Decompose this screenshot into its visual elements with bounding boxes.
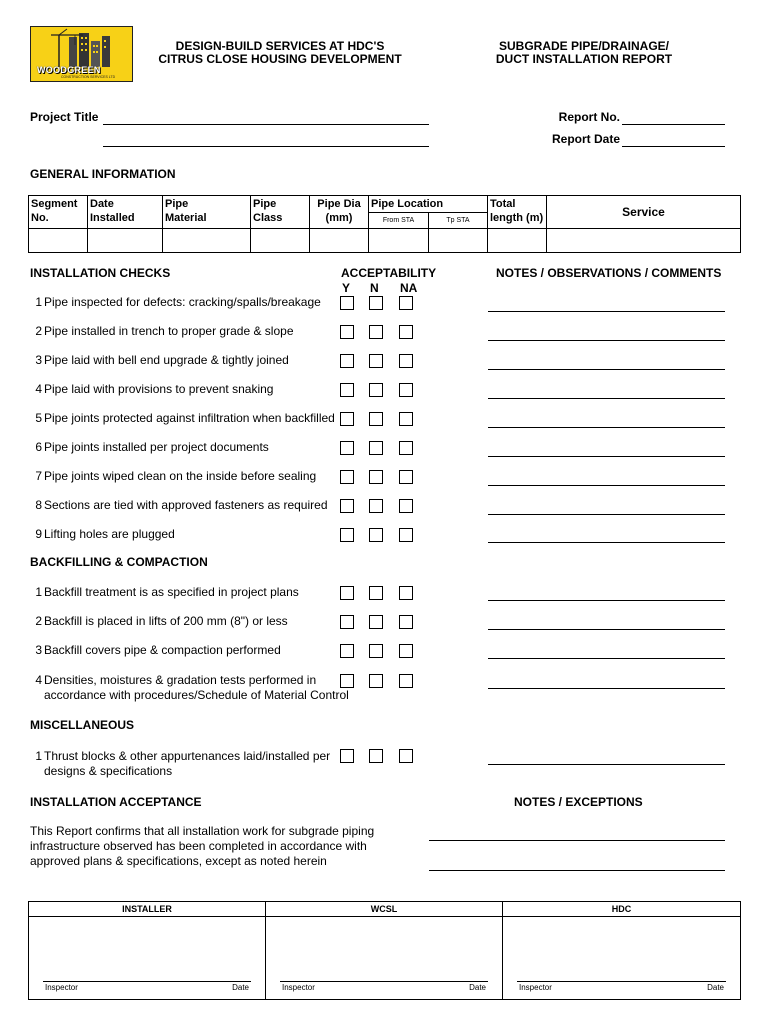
- col-location-header: Pipe Location: [369, 196, 488, 213]
- check-4-n-checkbox[interactable]: [369, 383, 383, 397]
- notes-observations-heading: NOTES / OBSERVATIONS / COMMENTS: [496, 266, 722, 280]
- check-9-notes-line[interactable]: [488, 542, 725, 543]
- check-4-na-checkbox[interactable]: [399, 383, 413, 397]
- check-6-na-checkbox[interactable]: [399, 441, 413, 455]
- check-6-y-checkbox[interactable]: [340, 441, 354, 455]
- col-material-header: Pipe Material: [163, 196, 251, 229]
- misc-1-y-checkbox[interactable]: [340, 749, 354, 763]
- check-2-y-checkbox[interactable]: [340, 325, 354, 339]
- hdc-signature-line[interactable]: [517, 981, 726, 982]
- installation-acceptance-heading: INSTALLATION ACCEPTANCE: [30, 795, 202, 809]
- misc-1-n-checkbox[interactable]: [369, 749, 383, 763]
- acceptability-heading: ACCEPTABILITY: [341, 266, 437, 280]
- backfill-1-na-checkbox[interactable]: [399, 586, 413, 600]
- check-1-y-checkbox[interactable]: [340, 296, 354, 310]
- check-5-notes-line[interactable]: [488, 427, 725, 428]
- miscellaneous-heading: MISCELLANEOUS: [30, 718, 135, 732]
- to-sta-cell[interactable]: [429, 229, 488, 253]
- col-segment-header: Segment No.: [29, 196, 88, 229]
- check-9-na-checkbox[interactable]: [399, 528, 413, 542]
- col-service-header: Service: [547, 196, 741, 229]
- col-to-sta-header: Tp STA: [429, 213, 488, 229]
- project-title-label: Project Title: [30, 110, 99, 124]
- check-5-n-checkbox[interactable]: [369, 412, 383, 426]
- project-title-line2[interactable]: [103, 146, 429, 147]
- backfill-2-notes-line[interactable]: [488, 629, 725, 630]
- check-4-y-checkbox[interactable]: [340, 383, 354, 397]
- from-sta-cell[interactable]: [369, 229, 429, 253]
- exceptions-line-1[interactable]: [429, 840, 725, 841]
- check-1-notes-line[interactable]: [488, 311, 725, 312]
- check-8-n-checkbox[interactable]: [369, 499, 383, 513]
- date-cell[interactable]: [88, 229, 163, 253]
- report-no-label: Report No.: [558, 110, 620, 124]
- service-cell[interactable]: [547, 229, 741, 253]
- check-1-na-checkbox[interactable]: [399, 296, 413, 310]
- acceptability-n-label: N: [370, 281, 379, 295]
- backfill-3-n-checkbox[interactable]: [369, 644, 383, 658]
- installer-date-label: Date: [232, 983, 249, 992]
- backfill-3-y-checkbox[interactable]: [340, 644, 354, 658]
- logo-wordmark: WOODGREEN: [37, 65, 101, 75]
- wcsl-date-label: Date: [469, 983, 486, 992]
- notes-exceptions-heading: NOTES / EXCEPTIONS: [514, 795, 643, 809]
- general-information-heading: GENERAL INFORMATION: [30, 167, 176, 181]
- wcsl-header: WCSL: [266, 902, 503, 917]
- col-from-sta-header: From STA: [369, 213, 429, 229]
- installer-signature-line[interactable]: [43, 981, 251, 982]
- misc-1-notes-line[interactable]: [488, 764, 725, 765]
- wcsl-inspector-label: Inspector: [282, 983, 315, 992]
- check-9-n-checkbox[interactable]: [369, 528, 383, 542]
- check-8-na-checkbox[interactable]: [399, 499, 413, 513]
- check-2-na-checkbox[interactable]: [399, 325, 413, 339]
- check-6-notes-line[interactable]: [488, 456, 725, 457]
- report-date-label: Report Date: [551, 132, 620, 146]
- hdc-header: HDC: [503, 902, 741, 917]
- check-7-y-checkbox[interactable]: [340, 470, 354, 484]
- project-header: [150, 40, 410, 66]
- acceptability-y-label: Y: [342, 281, 351, 295]
- check-3-na-checkbox[interactable]: [399, 354, 413, 368]
- class-cell[interactable]: [251, 229, 310, 253]
- report-header: [470, 40, 698, 66]
- report-date-line[interactable]: [622, 146, 725, 147]
- check-6-n-checkbox[interactable]: [369, 441, 383, 455]
- check-3-notes-line[interactable]: [488, 369, 725, 370]
- exceptions-line-2[interactable]: [429, 870, 725, 871]
- project-header-line2: CITRUS CLOSE HOUSING DEVELOPMENT: [158, 52, 402, 66]
- signature-table: [28, 901, 741, 1000]
- check-7-n-checkbox[interactable]: [369, 470, 383, 484]
- project-title-line1[interactable]: [103, 124, 429, 125]
- backfill-4-y-checkbox[interactable]: [340, 674, 354, 688]
- backfill-4-na-checkbox[interactable]: [399, 674, 413, 688]
- hdc-inspector-label: Inspector: [519, 983, 552, 992]
- backfill-2-n-checkbox[interactable]: [369, 615, 383, 629]
- wcsl-signature-area[interactable]: [266, 917, 502, 999]
- check-8-notes-line[interactable]: [488, 514, 725, 515]
- backfill-1-y-checkbox[interactable]: [340, 586, 354, 600]
- material-cell[interactable]: [163, 229, 251, 253]
- backfill-1-notes-line[interactable]: [488, 600, 725, 601]
- backfill-4-notes-line[interactable]: [488, 688, 725, 689]
- misc-1-na-checkbox[interactable]: [399, 749, 413, 763]
- report-header-line2: DUCT INSTALLATION REPORT: [495, 52, 673, 66]
- general-information-table: [28, 195, 741, 253]
- installer-signature-area[interactable]: [29, 917, 265, 999]
- report-header-line1: SUBGRADE PIPE/DRAINAGE/: [498, 39, 670, 53]
- check-4-notes-line[interactable]: [488, 398, 725, 399]
- installer-header: INSTALLER: [29, 902, 266, 917]
- backfill-2-na-checkbox[interactable]: [399, 615, 413, 629]
- installation-checks-heading: INSTALLATION CHECKS: [30, 266, 171, 280]
- backfill-4-n-checkbox[interactable]: [369, 674, 383, 688]
- check-2-notes-line[interactable]: [488, 340, 725, 341]
- check-8-y-checkbox[interactable]: [340, 499, 354, 513]
- acceptability-na-label: NA: [400, 281, 418, 295]
- installer-inspector-label: Inspector: [45, 983, 78, 992]
- backfill-3-notes-line[interactable]: [488, 658, 725, 659]
- backfilling-heading: BACKFILLING & COMPACTION: [30, 555, 208, 569]
- wcsl-signature-line[interactable]: [280, 981, 488, 982]
- check-9-y-checkbox[interactable]: [340, 528, 354, 542]
- company-logo: [30, 26, 133, 82]
- dia-cell[interactable]: [310, 229, 369, 253]
- col-dia-header: Pipe Dia (mm): [310, 196, 369, 229]
- check-7-na-checkbox[interactable]: [399, 470, 413, 484]
- logo-subtitle: CONSTRUCTION SERVICES LTD: [61, 75, 116, 79]
- col-total-header: Total length (m): [488, 196, 547, 229]
- segment-cell[interactable]: [29, 229, 88, 253]
- check-3-n-checkbox[interactable]: [369, 354, 383, 368]
- acceptance-statement: This Report confirms that all installation work for subgrade piping infrastructure observed has been completed in accordance with approved plans & specifications, except as noted herein: [30, 824, 375, 868]
- check-5-y-checkbox[interactable]: [340, 412, 354, 426]
- check-5-na-checkbox[interactable]: [399, 412, 413, 426]
- project-header-line1: DESIGN-BUILD SERVICES AT HDC'S: [175, 39, 385, 53]
- check-2-n-checkbox[interactable]: [369, 325, 383, 339]
- check-3-y-checkbox[interactable]: [340, 354, 354, 368]
- col-date-header: Date Installed: [88, 196, 163, 229]
- hdc-date-label: Date: [707, 983, 724, 992]
- backfill-1-n-checkbox[interactable]: [369, 586, 383, 600]
- check-7-notes-line[interactable]: [488, 485, 725, 486]
- total-cell[interactable]: [488, 229, 547, 253]
- hdc-signature-area[interactable]: [503, 917, 740, 999]
- report-no-line[interactable]: [622, 124, 725, 125]
- backfill-3-na-checkbox[interactable]: [399, 644, 413, 658]
- backfill-2-y-checkbox[interactable]: [340, 615, 354, 629]
- check-1-n-checkbox[interactable]: [369, 296, 383, 310]
- col-class-header: Pipe Class: [251, 196, 310, 229]
